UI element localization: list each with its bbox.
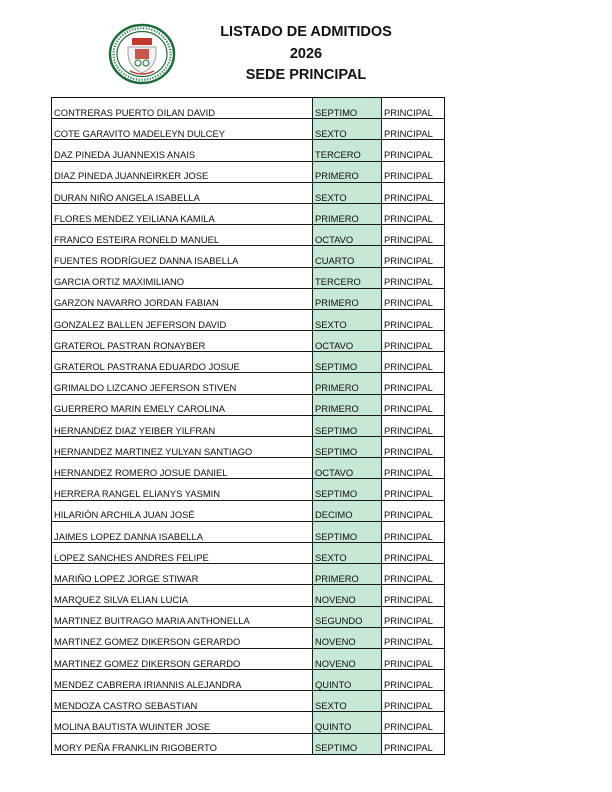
student-name-cell: HERNANDEZ MARTINEZ YULYAN SANTIAGO [52, 437, 313, 458]
student-name-cell: MENDEZ CABRERA IRIANNIS ALEJANDRA [52, 670, 313, 691]
grade-cell: SEXTO [313, 182, 382, 203]
table-row [52, 352, 445, 373]
admitted-students-table [51, 97, 445, 755]
table-row [52, 479, 445, 500]
grade-cell: PRIMERO [313, 288, 382, 309]
grade-cell: OCTAVO [313, 225, 382, 246]
student-name-cell: HERNANDEZ ROMERO JOSUE DANIEL [52, 458, 313, 479]
student-name-cell: GARZON NAVARRO JORDAN FABIAN [52, 288, 313, 309]
student-name-cell: FRANCO ESTEIRA RONELD MANUEL [52, 225, 313, 246]
table-row [52, 712, 445, 733]
grade-cell: SEPTIMO [313, 415, 382, 436]
sede-cell: PRINCIPAL [382, 691, 445, 712]
grade-cell: NOVENO [313, 585, 382, 606]
table-row [52, 415, 445, 436]
sede-cell: PRINCIPAL [382, 627, 445, 648]
student-name-cell: COTE GARAVITO MADELEYN DULCEY [52, 119, 313, 140]
table-row [52, 161, 445, 182]
title-line-year: 2026 [289, 45, 323, 62]
grade-cell: DECIMO [313, 500, 382, 521]
sede-cell: PRINCIPAL [382, 394, 445, 415]
grade-cell: SEPTIMO [313, 437, 382, 458]
student-name-cell: FUENTES RODRÍGUEZ DANNA ISABELLA [52, 246, 313, 267]
grade-cell: SEPTIMO [313, 733, 382, 754]
sede-cell: PRINCIPAL [382, 203, 445, 224]
student-name-cell: DAZ PINEDA JUANNEXIS ANAIS [52, 140, 313, 161]
sede-cell: PRINCIPAL [382, 309, 445, 330]
table-row [52, 140, 445, 161]
sede-cell: PRINCIPAL [382, 542, 445, 563]
table-row [52, 267, 445, 288]
grade-cell: PRIMERO [313, 203, 382, 224]
grade-cell: SEPTIMO [313, 479, 382, 500]
table-row [52, 246, 445, 267]
sede-cell: PRINCIPAL [382, 415, 445, 436]
sede-cell: PRINCIPAL [382, 648, 445, 669]
table-row [52, 119, 445, 140]
grade-cell: PRIMERO [313, 161, 382, 182]
sede-cell: PRINCIPAL [382, 564, 445, 585]
table-row [52, 627, 445, 648]
table-row [52, 98, 445, 119]
sede-cell: PRINCIPAL [382, 733, 445, 754]
grade-cell: SEXTO [313, 542, 382, 563]
student-name-cell: CONTRERAS PUERTO DILAN DAVID [52, 98, 313, 119]
sede-cell: PRINCIPAL [382, 267, 445, 288]
sede-cell: PRINCIPAL [382, 606, 445, 627]
table-row [52, 521, 445, 542]
grade-cell: PRIMERO [313, 373, 382, 394]
table-row [52, 437, 445, 458]
sede-cell: PRINCIPAL [382, 712, 445, 733]
sede-cell: PRINCIPAL [382, 182, 445, 203]
table-row [52, 648, 445, 669]
student-name-cell: GRATEROL PASTRANA EDUARDO JOSUE [52, 352, 313, 373]
grade-cell: SEXTO [313, 309, 382, 330]
title-line-listado: LISTADO DE ADMITIDOS [220, 24, 392, 40]
student-name-cell: MORY PEÑA FRANKLIN RIGOBERTO [52, 733, 313, 754]
table-row [52, 691, 445, 712]
student-name-cell: MENDOZA CASTRO SEBASTIAN [52, 691, 313, 712]
grade-cell: NOVENO [313, 627, 382, 648]
sede-cell: PRINCIPAL [382, 161, 445, 182]
student-name-cell: MOLINA BAUTISTA WUINTER JOSE [52, 712, 313, 733]
student-name-cell: DIAZ PINEDA JUANNEIRKER JOSE [52, 161, 313, 182]
sede-cell: PRINCIPAL [382, 500, 445, 521]
title-line-sede: SEDE PRINCIPAL [245, 67, 367, 83]
grade-cell: QUINTO [313, 712, 382, 733]
student-name-cell: MARIÑO LOPEZ JORGE STIWAR [52, 564, 313, 585]
student-name-cell: GRIMALDO LIZCANO JEFERSON STIVEN [52, 373, 313, 394]
sede-cell: PRINCIPAL [382, 225, 445, 246]
student-name-cell: GONZALEZ BALLEN JEFERSON DAVID [52, 309, 313, 330]
sede-cell: PRINCIPAL [382, 437, 445, 458]
sede-cell: PRINCIPAL [382, 670, 445, 691]
sede-cell: PRINCIPAL [382, 585, 445, 606]
student-name-cell: HILARIÓN ARCHILA JUAN JOSÉ [52, 500, 313, 521]
student-name-cell: GRATEROL PASTRAN RONAYBER [52, 331, 313, 352]
student-name-cell: MARTINEZ BUITRAGO MARIA ANTHONELLA [52, 606, 313, 627]
table-row [52, 309, 445, 330]
table-row [52, 733, 445, 754]
table-row [52, 585, 445, 606]
sede-cell: PRINCIPAL [382, 98, 445, 119]
table-row [52, 331, 445, 352]
grade-cell: OCTAVO [313, 331, 382, 352]
table-row [52, 394, 445, 415]
student-name-cell: LOPEZ SANCHES ANDRES FELIPE [52, 542, 313, 563]
sede-cell: PRINCIPAL [382, 140, 445, 161]
grade-cell: PRIMERO [313, 394, 382, 415]
student-name-cell: MARTINEZ GOMEZ DIKERSON GERARDO [52, 648, 313, 669]
student-name-cell: FLORES MENDEZ YEILIANA KAMILA [52, 203, 313, 224]
table-row [52, 225, 445, 246]
sede-cell: PRINCIPAL [382, 352, 445, 373]
table-row [52, 373, 445, 394]
sede-cell: PRINCIPAL [382, 458, 445, 479]
student-name-cell: MARQUEZ SILVA ELIAN LUCIA [52, 585, 313, 606]
sede-cell: PRINCIPAL [382, 373, 445, 394]
student-name-cell: HERRERA RANGEL ELIANYS YASMIN [52, 479, 313, 500]
grade-cell: SEPTIMO [313, 352, 382, 373]
grade-cell: SEPTIMO [313, 521, 382, 542]
student-name-cell: DURAN NIÑO ANGELA ISABELLA [52, 182, 313, 203]
grade-cell: CUARTO [313, 246, 382, 267]
table-row [52, 182, 445, 203]
grade-cell: SEXTO [313, 691, 382, 712]
grade-cell: SEGUNDO [313, 606, 382, 627]
table-row [52, 542, 445, 563]
grade-cell: SEPTIMO [313, 98, 382, 119]
grade-cell: NOVENO [313, 648, 382, 669]
grade-cell: TERCERO [313, 267, 382, 288]
grade-cell: SEXTO [313, 119, 382, 140]
student-name-cell: JAIMES LOPEZ DANNA ISABELLA [52, 521, 313, 542]
sede-cell: PRINCIPAL [382, 119, 445, 140]
student-name-cell: HERNANDEZ DIAZ YEIBER YILFRAN [52, 415, 313, 436]
table-row [52, 458, 445, 479]
sede-cell: PRINCIPAL [382, 331, 445, 352]
grade-cell: TERCERO [313, 140, 382, 161]
document-title [180, 22, 432, 87]
sede-cell: PRINCIPAL [382, 246, 445, 267]
table-row [52, 203, 445, 224]
school-crest-logo [108, 23, 176, 85]
table-row [52, 500, 445, 521]
sede-cell: PRINCIPAL [382, 479, 445, 500]
student-name-cell: GARCIA ORTIZ MAXIMILIANO [52, 267, 313, 288]
table-row [52, 670, 445, 691]
grade-cell: OCTAVO [313, 458, 382, 479]
student-name-cell: GUERRERO MARIN EMELY CAROLINA [52, 394, 313, 415]
table-row [52, 606, 445, 627]
sede-cell: PRINCIPAL [382, 521, 445, 542]
table-row [52, 564, 445, 585]
student-name-cell: MARTINEZ GOMEZ DIKERSON GERARDO [52, 627, 313, 648]
grade-cell: PRIMERO [313, 564, 382, 585]
grade-cell: QUINTO [313, 670, 382, 691]
table-row [52, 288, 445, 309]
sede-cell: PRINCIPAL [382, 288, 445, 309]
